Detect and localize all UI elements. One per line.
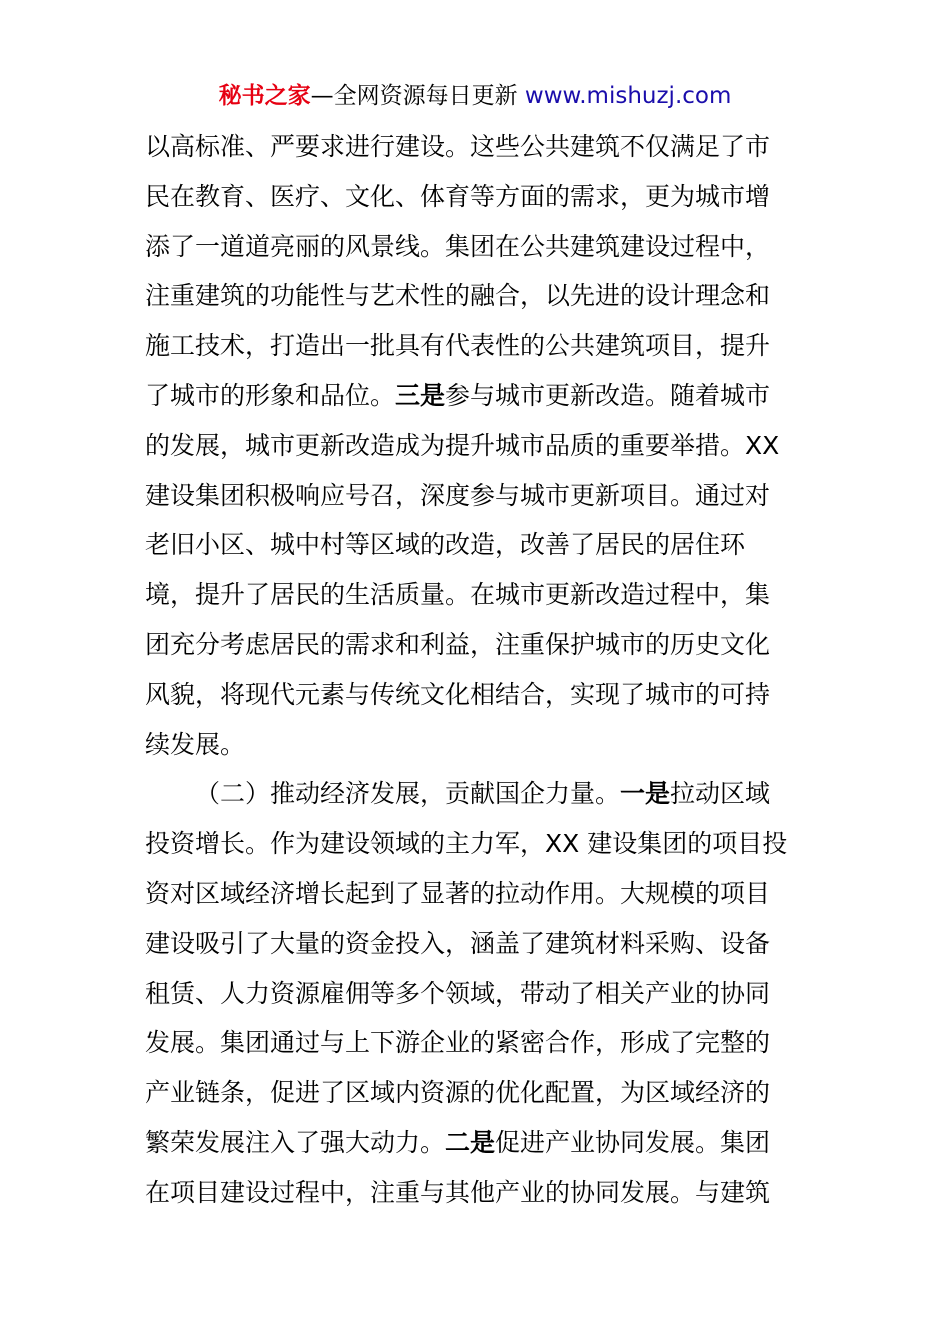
text-line: 老旧小区、城中村等区域的改造，改善了居民的居住环 — [145, 530, 746, 560]
brand-name: 秘书之家 — [218, 83, 311, 109]
text-line: 以高标准、严要求进行建设。这些公共建筑不仅满足了市 — [145, 132, 771, 161]
text-line: 添了一道道亮丽的风景线。集团在公共建筑建设过程中， — [145, 231, 771, 261]
site-url-link[interactable]: www.mishuzj.com — [524, 83, 732, 109]
text-line: 在项目建设过程中，注重与其他产业的协同发展。与建筑 — [145, 1177, 771, 1207]
text-line: 建设集团积极响应号召，深度参与城市更新项目。通过对 — [145, 480, 771, 510]
text-line — [145, 371, 810, 421]
text-line: 发展。集团通过与上下游企业的紧密合作，形成了完整的 — [145, 1028, 771, 1058]
bold-marker: 二是 — [445, 1127, 496, 1157]
text-line: 民在教育、医疗、文化、体育等方面的需求，更为城市增 — [145, 181, 771, 211]
text-line: 资对区域经济增长起到了显著的拉动作用。大规模的项目 — [145, 878, 771, 908]
text-line: 续发展。 — [145, 729, 246, 759]
text-line: 注重建筑的功能性与艺术性的融合，以先进的设计理念和 — [145, 281, 771, 311]
line-text: 参与城市更新改造。随着城市 — [445, 380, 771, 410]
line-text: （二）推动经济发展，贡献国企力量。 — [195, 779, 621, 809]
text-line — [145, 1118, 810, 1168]
line-text: 了城市的形象和品位。 — [145, 380, 396, 410]
line-text: 拉动区域 — [670, 779, 771, 809]
document-body — [145, 122, 810, 1218]
bold-marker: 一是 — [620, 779, 671, 809]
page-header — [0, 80, 950, 112]
text-line — [145, 769, 810, 819]
text-line: 建设吸引了大量的资金投入，涵盖了建筑材料采购、设备 — [145, 928, 771, 958]
line-text: 繁荣发展注入了强大动力。 — [145, 1127, 446, 1157]
text-line: 租赁、人力资源雇佣等多个领域，带动了相关产业的协同 — [145, 978, 771, 1008]
text-line: 风貌，将现代元素与传统文化相结合，实现了城市的可持 — [145, 679, 771, 709]
text-line: 团充分考虑居民的需求和利益，注重保护城市的历史文化 — [145, 629, 771, 659]
text-line: 施工技术，打造出一批具有代表性的公共建筑项目，提升 — [145, 331, 771, 361]
bold-marker: 三是 — [395, 380, 446, 410]
text-line: 的发展，城市更新改造成为提升城市品质的重要举措。XX — [145, 430, 780, 460]
line-text: 促进产业协同发展。集团 — [495, 1127, 771, 1157]
text-line: 产业链条，促进了区域内资源的优化配置，为区域经济的 — [145, 1078, 771, 1108]
text-line: 境，提升了居民的生活质量。在城市更新改造过程中，集 — [145, 580, 771, 610]
text-line: 投资增长。作为建设领域的主力军，XX 建设集团的项目投 — [145, 829, 788, 859]
header-tagline: —全网资源每日更新 — [310, 83, 525, 109]
